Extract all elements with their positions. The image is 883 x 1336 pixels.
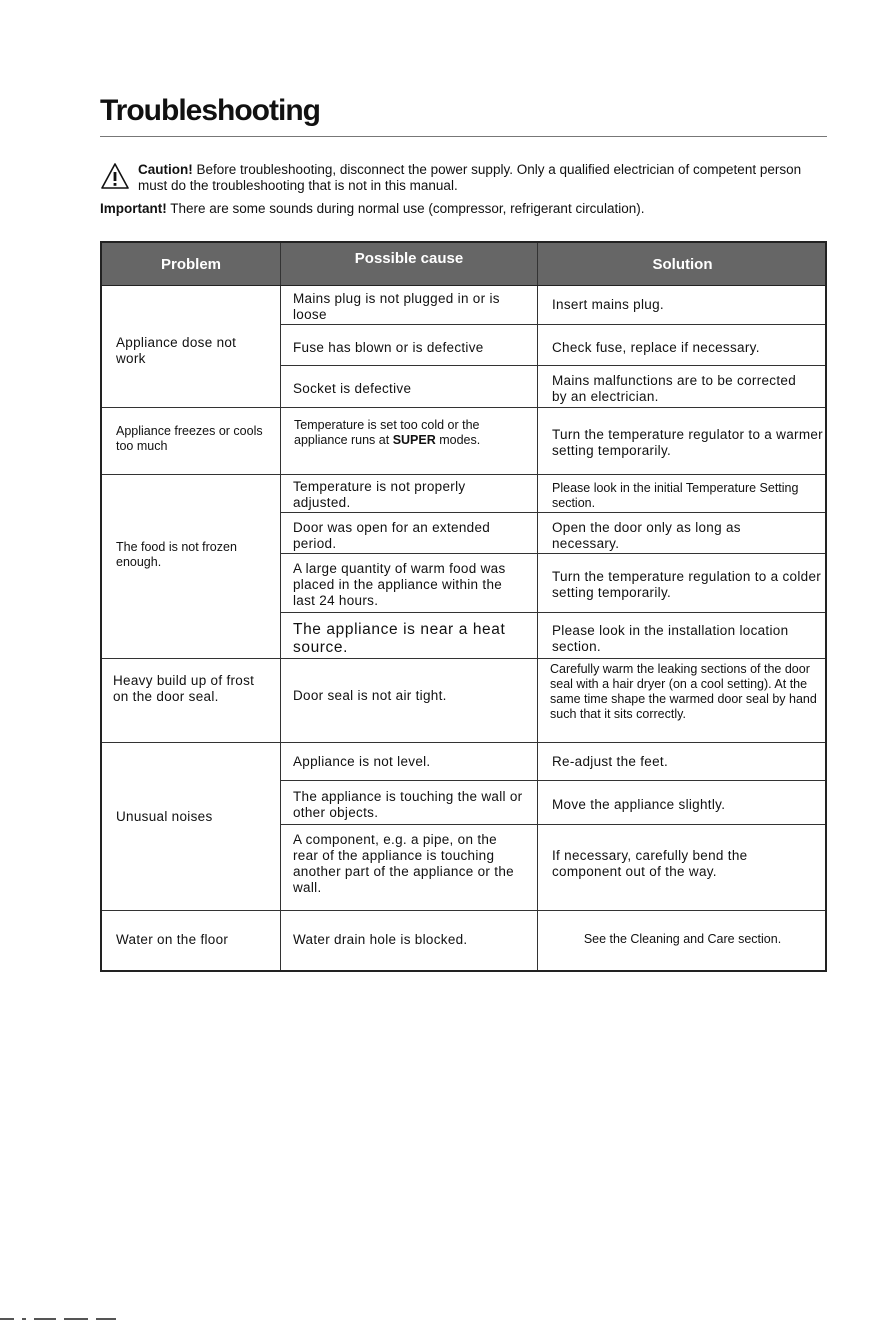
solution-cell: If necessary, carefully bend the component out of the way. bbox=[552, 848, 748, 879]
row-divider bbox=[102, 742, 825, 743]
cause-cell: Door was open for an extended period. bbox=[293, 520, 491, 551]
cause-cell: Temperature is not properly adjusted. bbox=[293, 479, 466, 510]
page-title: Troubleshooting bbox=[100, 94, 320, 127]
row-divider bbox=[280, 612, 825, 613]
solution-cell: Carefully warm the leaking sections of the door seal with a hair dryer (on a cool setting). At the same time shape the warmed door seal by hand such that it sits correctly. bbox=[550, 662, 817, 721]
problem-cell: The food is not frozen enough. bbox=[116, 540, 237, 569]
cause-cell: Socket is defective bbox=[293, 381, 412, 396]
row-divider bbox=[102, 658, 825, 659]
column-divider bbox=[537, 243, 538, 970]
important-notice bbox=[100, 201, 644, 217]
caution-text: Before troubleshooting, disconnect the power supply. Only a qualified electrician of competent person must do the troubleshooting that is not in this manual. bbox=[138, 162, 802, 193]
row-divider bbox=[102, 407, 825, 408]
header-problem: Problem bbox=[160, 256, 221, 273]
row-divider bbox=[280, 324, 825, 325]
row-divider bbox=[102, 910, 825, 911]
row-divider bbox=[280, 365, 825, 366]
page-footer-marks bbox=[0, 1318, 180, 1323]
solution-cell: Insert mains plug. bbox=[552, 297, 664, 312]
problem-cell: Appliance freezes or cools too much bbox=[116, 424, 263, 453]
troubleshooting-table bbox=[100, 241, 827, 972]
cause-cell: Appliance is not level. bbox=[293, 754, 431, 769]
important-text: There are some sounds during normal use (compressor, refrigerant circulation). bbox=[166, 201, 645, 216]
problem-cell: Heavy build up of frost on the door seal. bbox=[113, 673, 255, 704]
cause-cell: The appliance is near a heat source. bbox=[293, 621, 506, 656]
solution-cell: See the Cleaning and Care section. bbox=[583, 932, 782, 946]
row-divider bbox=[280, 824, 825, 825]
row-divider bbox=[280, 780, 825, 781]
header-solution: Solution bbox=[652, 256, 713, 273]
cause-text: Temperature is set too cold or the appliance runs at bbox=[294, 418, 480, 447]
row-divider bbox=[280, 512, 825, 513]
solution-cell: Turn the temperature regulator to a warmer setting temporarily. bbox=[552, 427, 823, 458]
cause-cell: Fuse has blown or is defective bbox=[293, 340, 484, 355]
cause-cell: Mains plug is not plugged in or is loose bbox=[293, 291, 500, 322]
solution-cell: Mains malfunctions are to be corrected by an electrician. bbox=[552, 373, 797, 404]
title-divider bbox=[100, 136, 827, 137]
cause-cell: The appliance is touching the wall or other objects. bbox=[293, 789, 523, 820]
solution-cell: Re-adjust the feet. bbox=[552, 754, 669, 769]
solution-cell: Open the door only as long as necessary. bbox=[552, 520, 741, 551]
caution-notice bbox=[100, 162, 827, 194]
table-header bbox=[102, 243, 825, 286]
cause-cell: A component, e.g. a pipe, on the rear of the appliance is touching another part of the appliance or the wall. bbox=[293, 832, 514, 895]
cause-bold-text: SUPER bbox=[392, 433, 436, 447]
solution-cell: Check fuse, replace if necessary. bbox=[552, 340, 760, 355]
important-label: Important! bbox=[100, 201, 167, 216]
row-divider bbox=[102, 285, 825, 286]
row-divider bbox=[280, 553, 825, 554]
solution-cell: Please look in the installation location section. bbox=[552, 623, 789, 654]
cause-text: modes. bbox=[435, 433, 481, 447]
warning-icon bbox=[100, 162, 130, 190]
solution-cell: Please look in the initial Temperature Setting section. bbox=[552, 481, 799, 510]
column-divider bbox=[280, 243, 281, 970]
problem-cell: Water on the floor bbox=[116, 932, 229, 947]
header-cause: Possible cause bbox=[354, 250, 464, 267]
solution-cell: Move the appliance slightly. bbox=[552, 797, 726, 812]
cause-cell: Door seal is not air tight. bbox=[293, 688, 447, 703]
problem-cell: Appliance dose not work bbox=[116, 335, 237, 366]
caution-label: Caution! bbox=[138, 162, 193, 177]
cause-cell bbox=[294, 418, 526, 448]
cause-cell: Water drain hole is blocked. bbox=[293, 932, 468, 947]
row-divider bbox=[102, 474, 825, 475]
problem-cell: Unusual noises bbox=[116, 809, 213, 824]
solution-cell: Turn the temperature regulation to a colder setting temporarily. bbox=[552, 569, 822, 600]
cause-cell: A large quantity of warm food was placed in the appliance within the last 24 hours. bbox=[293, 561, 506, 608]
